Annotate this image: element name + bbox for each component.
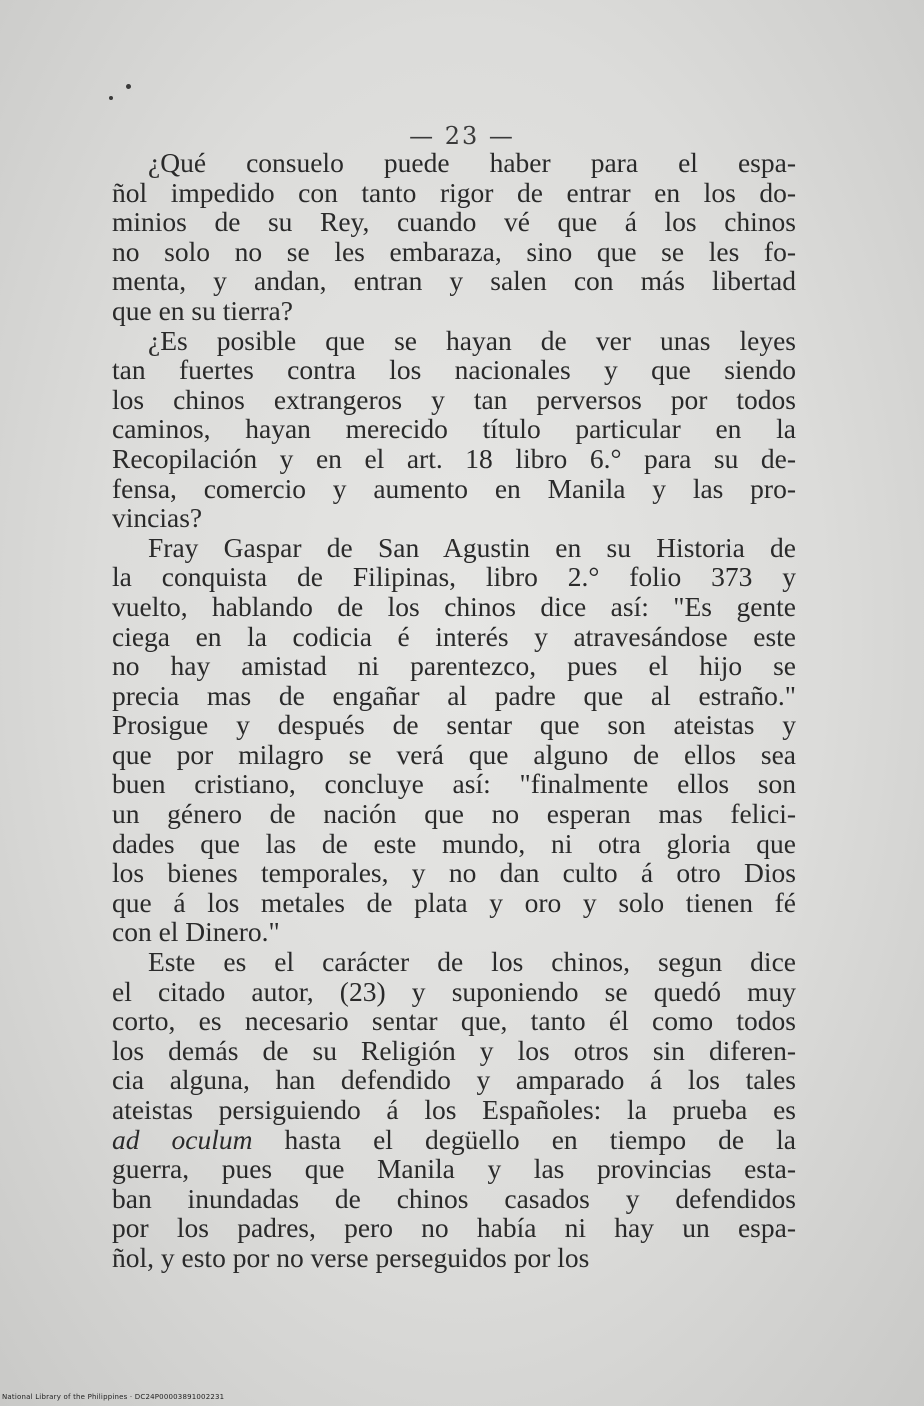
text-line: tan fuertes contra los nacionales y que siendo: [112, 354, 796, 386]
body-text: [112, 148, 796, 1273]
text-line: Prosigue y después de sentar que son ateistas y: [112, 709, 796, 741]
text-line: que por milagro se verá que alguno de ellos sea: [112, 738, 796, 770]
text-line: vincias?: [112, 502, 203, 534]
text-line: un género de nación que no esperan mas felici-: [112, 798, 796, 830]
text-line: los bienes temporales, y no dan culto á otro Dios: [112, 857, 796, 889]
text-line: vuelto, hablando de los chinos dice así: "Es gente: [112, 590, 796, 622]
text-line: ñol impedido con tanto rigor de entrar en los do-: [112, 176, 796, 208]
library-footer: National Library of the Philippines · DC24P00003891002231: [2, 1393, 225, 1401]
text-line: dades que las de este mundo, ni otra gloria que: [112, 827, 796, 859]
text-line: los chinos extrangeros y tan perversos por todos: [112, 383, 796, 415]
text-line: menta, y andan, entran y salen con más libertad: [112, 265, 796, 297]
text-line: ad oculum hasta el degüello en tiempo de la: [112, 1123, 796, 1155]
ink-smudge: [109, 96, 113, 100]
text-line: con el Dinero.": [112, 916, 280, 948]
text-line: ciega en la codicia é interés y atravesándose este: [112, 620, 796, 652]
text-line: que en su tierra?: [112, 294, 293, 326]
text-line: por los padres, pero no había ni hay un espa-: [112, 1212, 796, 1244]
text-line: buen cristiano, concluye así: "finalmente ellos son: [112, 768, 796, 800]
text-line: fensa, comercio y aumento en Manila y las pro-: [112, 472, 796, 504]
text-line: los demás de su Religión y los otros sin diferen-: [112, 1034, 796, 1066]
paragraph: [112, 148, 796, 326]
text-line: ñol, y esto por no verse perseguidos por los: [112, 1241, 590, 1273]
paragraph: [112, 326, 796, 533]
text-line: minios de su Rey, cuando vé que á los chinos: [112, 206, 796, 238]
latin-phrase: ad oculum: [112, 1123, 253, 1155]
text-line: el citado autor, (23) y suponiendo se quedó muy: [112, 975, 796, 1007]
text-line: caminos, hayan merecido título particular en la: [112, 413, 796, 445]
text-line: Fray Gaspar de San Agustin en su Historia de: [148, 531, 796, 563]
paragraph: [112, 947, 796, 1273]
text-line: Este es el carácter de los chinos, segun dice: [148, 946, 796, 978]
page-number: — 23 —: [409, 122, 515, 150]
text-line: corto, es necesario sentar que, tanto él como todos: [112, 1005, 796, 1037]
text-line: la conquista de Filipinas, libro 2.° folio 373 y: [112, 561, 796, 593]
text-line: guerra, pues que Manila y las provincias esta-: [112, 1153, 796, 1185]
text-line: precia mas de engañar al padre que al estraño.": [112, 679, 796, 711]
text-line: ateistas persiguiendo á los Españoles: la prueba es: [112, 1094, 796, 1125]
text-line: ¿Qué consuelo puede haber para el espa-: [148, 147, 796, 178]
text-line: que á los metales de plata y oro y solo tienen fé: [112, 886, 796, 918]
text-line: Recopilación y en el art. 18 libro 6.° para su de-: [112, 442, 796, 474]
paragraph: [112, 533, 796, 947]
text-line: ban inundadas de chinos casados y defendidos: [112, 1182, 796, 1214]
text-line: no solo no se les embaraza, sino que se les fo-: [112, 235, 796, 267]
text-line: no hay amistad ni parentezco, pues el hijo se: [112, 650, 796, 682]
text-line: cia alguna, han defendido y amparado á los tales: [112, 1064, 796, 1096]
ink-smudge: [126, 84, 131, 89]
text-line: ¿Es posible que se hayan de ver unas leyes: [148, 324, 796, 356]
